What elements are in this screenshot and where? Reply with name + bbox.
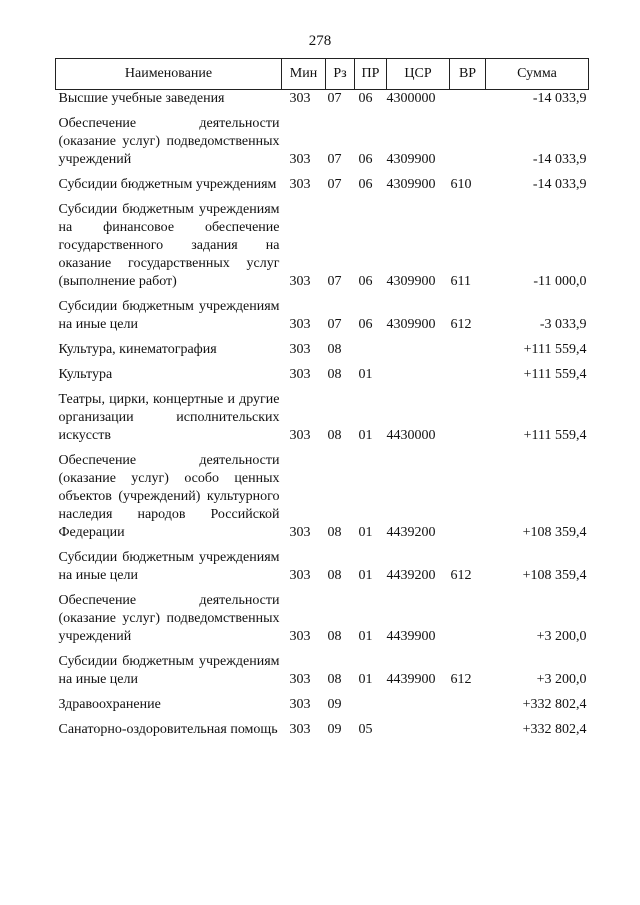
row-spacer (56, 359, 589, 366)
cell-vr (450, 90, 486, 109)
row-spacer-cell (56, 384, 589, 391)
table-row (56, 696, 589, 714)
row-spacer (56, 108, 589, 115)
cell-min: 303 (289, 568, 311, 583)
cell-name: Здравоохранение (58, 697, 161, 712)
cell-csr (387, 721, 450, 739)
cell-sum: +3 200,0 (536, 629, 587, 644)
row-spacer (56, 169, 589, 176)
row-spacer (56, 542, 589, 549)
cell-min: 303 (289, 274, 311, 289)
cell-name: Обеспечение деятельности (оказание услуг) подведомственных учреждений (58, 116, 280, 167)
cell-pr: 01 (358, 672, 373, 687)
cell-csr: 4300000 (386, 91, 436, 106)
cell-min: 303 (289, 152, 311, 167)
cell-csr (387, 341, 450, 359)
row-spacer-cell (56, 194, 589, 201)
row-spacer-cell (56, 542, 589, 549)
cell-rz: 08 (327, 428, 342, 443)
cell-sum: -3 033,9 (539, 317, 587, 332)
cell-min: 303 (289, 317, 311, 332)
cell-vr (450, 391, 486, 445)
cell-vr (450, 341, 486, 359)
cell-csr: 4309900 (386, 152, 436, 167)
cell-min: 303 (289, 525, 311, 540)
cell-sum: +111 559,4 (523, 428, 587, 443)
cell-sum: +111 559,4 (523, 342, 587, 357)
table-row (56, 115, 589, 169)
cell-rz: 09 (327, 697, 342, 712)
cell-sum: +108 359,4 (522, 568, 587, 583)
row-spacer-cell (56, 585, 589, 592)
table-header (56, 59, 589, 90)
cell-min: 303 (289, 672, 311, 687)
cell-min: 303 (289, 177, 311, 192)
row-spacer-cell (56, 291, 589, 298)
header-min: Мин (282, 59, 326, 90)
row-spacer-cell (56, 334, 589, 341)
cell-csr (387, 696, 450, 714)
cell-rz: 08 (327, 525, 342, 540)
row-spacer (56, 585, 589, 592)
cell-sum: +332 802,4 (522, 722, 587, 737)
cell-rz: 07 (327, 177, 342, 192)
row-spacer-cell (56, 714, 589, 721)
row-spacer (56, 689, 589, 696)
cell-name: Субсидии бюджетным учреждениям (58, 177, 277, 192)
row-spacer-cell (56, 445, 589, 452)
cell-sum: +108 359,4 (522, 525, 587, 540)
cell-min: 303 (289, 697, 311, 712)
header-vr: ВР (450, 59, 486, 90)
cell-sum: -11 000,0 (533, 274, 587, 289)
table-row (56, 201, 589, 291)
cell-rz: 07 (327, 274, 342, 289)
cell-pr: 06 (358, 91, 373, 106)
header-name: Наименование (56, 59, 282, 90)
cell-pr (355, 696, 387, 714)
cell-rz: 07 (327, 317, 342, 332)
cell-name: Субсидии бюджетным учреждениям на иные цели (58, 654, 280, 687)
table-row (56, 721, 589, 739)
row-spacer (56, 714, 589, 721)
row-spacer (56, 291, 589, 298)
row-spacer (56, 384, 589, 391)
cell-name: Театры, цирки, концертные и другие организации исполнительских искусств (58, 392, 280, 443)
cell-sum: +332 802,4 (522, 697, 587, 712)
row-spacer-cell (56, 646, 589, 653)
table-row (56, 653, 589, 689)
cell-csr (387, 366, 450, 384)
cell-vr (450, 452, 486, 542)
table-row (56, 391, 589, 445)
cell-pr: 06 (358, 274, 373, 289)
cell-min: 303 (289, 91, 311, 106)
cell-pr: 06 (358, 152, 373, 167)
cell-name: Субсидии бюджетным учреждениям на финансовое обеспечение государственного задания на оказание государственных услуг (выполнение работ) (58, 202, 280, 289)
cell-csr: 4309900 (386, 177, 436, 192)
table-row (56, 366, 589, 384)
cell-rz: 08 (327, 568, 342, 583)
cell-pr: 01 (358, 525, 373, 540)
cell-pr: 05 (358, 722, 373, 737)
page-number: 278 (308, 33, 332, 49)
header-csr: ЦСР (387, 59, 450, 90)
table-body (56, 90, 589, 740)
cell-name: Субсидии бюджетным учреждениям на иные цели (58, 550, 280, 583)
cell-vr: 611 (450, 274, 471, 289)
cell-csr: 4439900 (386, 672, 436, 687)
row-spacer-cell (56, 108, 589, 115)
cell-vr (450, 696, 486, 714)
cell-vr (450, 115, 486, 169)
cell-csr: 4439200 (386, 568, 436, 583)
cell-sum: -14 033,9 (532, 152, 587, 167)
cell-min: 303 (289, 342, 311, 357)
cell-vr (450, 721, 486, 739)
budget-table (55, 58, 589, 739)
cell-name: Обеспечение деятельности (оказание услуг) особо ценных объектов (учреждений) культурного наследия народов Российской Федерации (58, 453, 280, 540)
cell-pr: 01 (358, 629, 373, 644)
cell-rz: 07 (327, 152, 342, 167)
cell-name: Обеспечение деятельности (оказание услуг) подведомственных учреждений (58, 593, 280, 644)
cell-name: Культура (58, 367, 113, 382)
cell-vr (450, 592, 486, 646)
row-spacer (56, 646, 589, 653)
cell-csr: 4309900 (386, 274, 436, 289)
cell-sum: +111 559,4 (523, 367, 587, 382)
cell-min: 303 (289, 367, 311, 382)
cell-csr: 4439900 (386, 629, 436, 644)
table-row (56, 298, 589, 334)
cell-sum: +3 200,0 (536, 672, 587, 687)
cell-name: Культура, кинематография (58, 342, 217, 357)
table-row (56, 176, 589, 194)
table-row (56, 90, 589, 109)
row-spacer (56, 445, 589, 452)
cell-pr: 06 (358, 177, 373, 192)
cell-name: Санаторно-оздоровительная помощь (58, 722, 278, 737)
cell-name: Субсидии бюджетным учреждениям на иные цели (58, 299, 280, 332)
cell-vr: 612 (450, 317, 472, 332)
cell-vr (450, 366, 486, 384)
table-row (56, 341, 589, 359)
row-spacer-cell (56, 689, 589, 696)
table-row (56, 549, 589, 585)
header-sum: Сумма (486, 59, 589, 90)
cell-rz: 08 (327, 672, 342, 687)
cell-pr (355, 341, 387, 359)
table-row (56, 592, 589, 646)
table-row (56, 452, 589, 542)
row-spacer (56, 334, 589, 341)
cell-name: Высшие учебные заведения (58, 91, 225, 106)
cell-rz: 08 (327, 629, 342, 644)
cell-pr: 01 (358, 428, 373, 443)
cell-csr: 4430000 (386, 428, 436, 443)
row-spacer (56, 194, 589, 201)
cell-vr: 610 (450, 177, 472, 192)
cell-csr: 4309900 (386, 317, 436, 332)
header-rz: Рз (326, 59, 355, 90)
cell-rz: 07 (327, 91, 342, 106)
row-spacer-cell (56, 169, 589, 176)
cell-min: 303 (289, 722, 311, 737)
cell-sum: -14 033,9 (532, 91, 587, 106)
cell-rz: 08 (327, 342, 342, 357)
cell-vr: 612 (450, 568, 472, 583)
cell-sum: -14 033,9 (532, 177, 587, 192)
cell-vr: 612 (450, 672, 472, 687)
header-pr: ПР (355, 59, 387, 90)
cell-pr: 06 (358, 317, 373, 332)
cell-min: 303 (289, 629, 311, 644)
cell-rz: 09 (327, 722, 342, 737)
cell-csr: 4439200 (386, 525, 436, 540)
cell-min: 303 (289, 428, 311, 443)
cell-rz: 08 (327, 367, 342, 382)
row-spacer-cell (56, 359, 589, 366)
cell-pr: 01 (358, 367, 373, 382)
cell-pr: 01 (358, 568, 373, 583)
